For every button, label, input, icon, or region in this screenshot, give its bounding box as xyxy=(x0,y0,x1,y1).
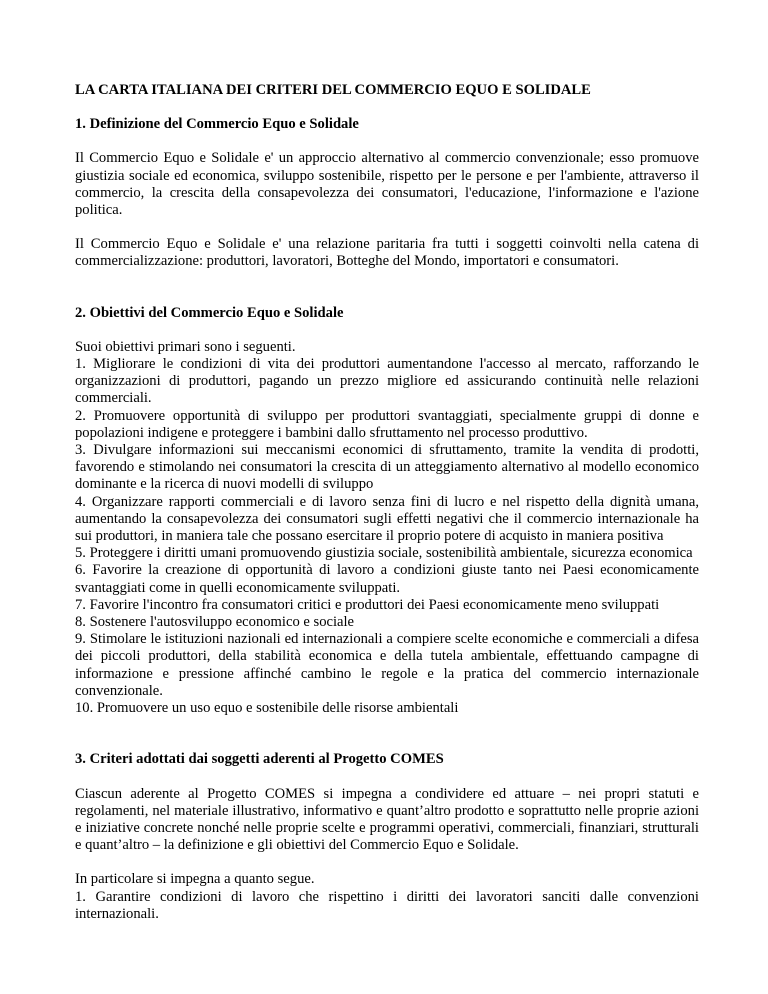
section-2-intro: Suoi obiettivi primari sono i seguenti. xyxy=(75,338,296,355)
section-3-intro: In particolare si impegna a quanto segue. xyxy=(75,871,315,888)
objective-item: 2. Promuovere opportunità di sviluppo per produttori svantaggiati, specialmente gruppi di donne e popolazioni indigene e proteggere i bambini dallo sfruttamento nel processo produttivo. xyxy=(75,407,699,441)
objective-item: 9. Stimolare le istituzioni nazionali ed internazionali a compiere scelte economiche e commerciali a difesa dei piccoli produttori, della stabilità economica e della tutela ambientale, effettuando campagne di informazione e pressione affinché cambino le regole e la pratica del commercio internazionale convenzionale. xyxy=(75,631,699,699)
section-3-heading: 3. Criteri adottati dai soggetti aderenti al Progetto COMES xyxy=(75,751,444,768)
objective-item: 4. Organizzare rapporti commerciali e di lavoro senza fini di lucro e nel rispetto della dignità umana, aumentando la consapevolezza dei consumatori sugli effetti negativi che il commercio internazionale ha sui produttori, in maniera tale che possano esercitare il proprio potere di acquisto in maniera positiva xyxy=(75,493,699,545)
objective-item: 8. Sostenere l'autosviluppo economico e sociale xyxy=(75,614,355,631)
objective-item: 10. Promuovere un uso equo e sostenibile delle risorse ambientali xyxy=(75,700,459,717)
criteria-item: 1. Garantire condizioni di lavoro che rispettino i diritti dei lavoratori sanciti dalle convenzioni internazionali. xyxy=(75,888,699,922)
objective-item: 5. Proteggere i diritti umani promuovendo giustizia sociale, sostenibilità ambientale, sicurezza economica xyxy=(75,545,693,562)
objective-item: 1. Migliorare le condizioni di vita dei produttori aumentandone l'accesso al mercato, rafforzando le organizzazioni di produttori, pagando un prezzo migliore ed assicurando continuità nelle relazioni commerciali. xyxy=(75,356,699,407)
section-3-paragraph: Ciascun aderente al Progetto COMES si impegna a condividere ed attuare – nei propri statuti e regolamenti, nel materiale illustrativo, informativo e quant’altro prodotto e soprattutto nelle proprie azioni e iniziative concrete nonché nelle proprie scelte e programmi operativi, commerciali, finanziari, strutturali e quant’altro – la definizione e gli obiettivi del Commercio Equo e Solidale. xyxy=(75,785,699,854)
document-page xyxy=(75,82,699,923)
section-1-paragraph: Il Commercio Equo e Solidale e' un approccio alternativo al commercio convenzionale; esso promuove giustizia sociale ed economica, sviluppo sostenibile, rispetto per le persone e per l'ambiente, attraverso il commercio, la crescita della consapevolezza dei consumatori, l'educazione, l'informazione e l'azione politica. xyxy=(75,150,699,219)
document-title: LA CARTA ITALIANA DEI CRITERI DEL COMMERCIO EQUO E SOLIDALE xyxy=(75,82,591,98)
objective-item: 7. Favorire l'incontro fra consumatori critici e produttori dei Paesi economicamente meno sviluppati xyxy=(75,596,660,613)
objective-item: 6. Favorire la creazione di opportunità di lavoro a condizioni giuste tanto nei Paesi economicamente svantaggiati come in quelli economicamente sviluppati. xyxy=(75,562,699,596)
objective-item: 3. Divulgare informazioni sui meccanismi economici di sfruttamento, tramite la vendita di prodotti, favorendo e stimolando nei consumatori la crescita di un atteggiamento alternativo al modello economico dominante e la ricerca di nuovi modelli di sviluppo xyxy=(75,442,699,493)
section-1-paragraph: Il Commercio Equo e Solidale e' una relazione paritaria fra tutti i soggetti coinvolti nella catena di commercializzazione: produttori, lavoratori, Botteghe del Mondo, importatori e consumatori. xyxy=(75,236,699,270)
section-2-heading: 2. Obiettivi del Commercio Equo e Solidale xyxy=(75,304,344,321)
section-1-heading: 1. Definizione del Commercio Equo e Solidale xyxy=(75,116,359,133)
